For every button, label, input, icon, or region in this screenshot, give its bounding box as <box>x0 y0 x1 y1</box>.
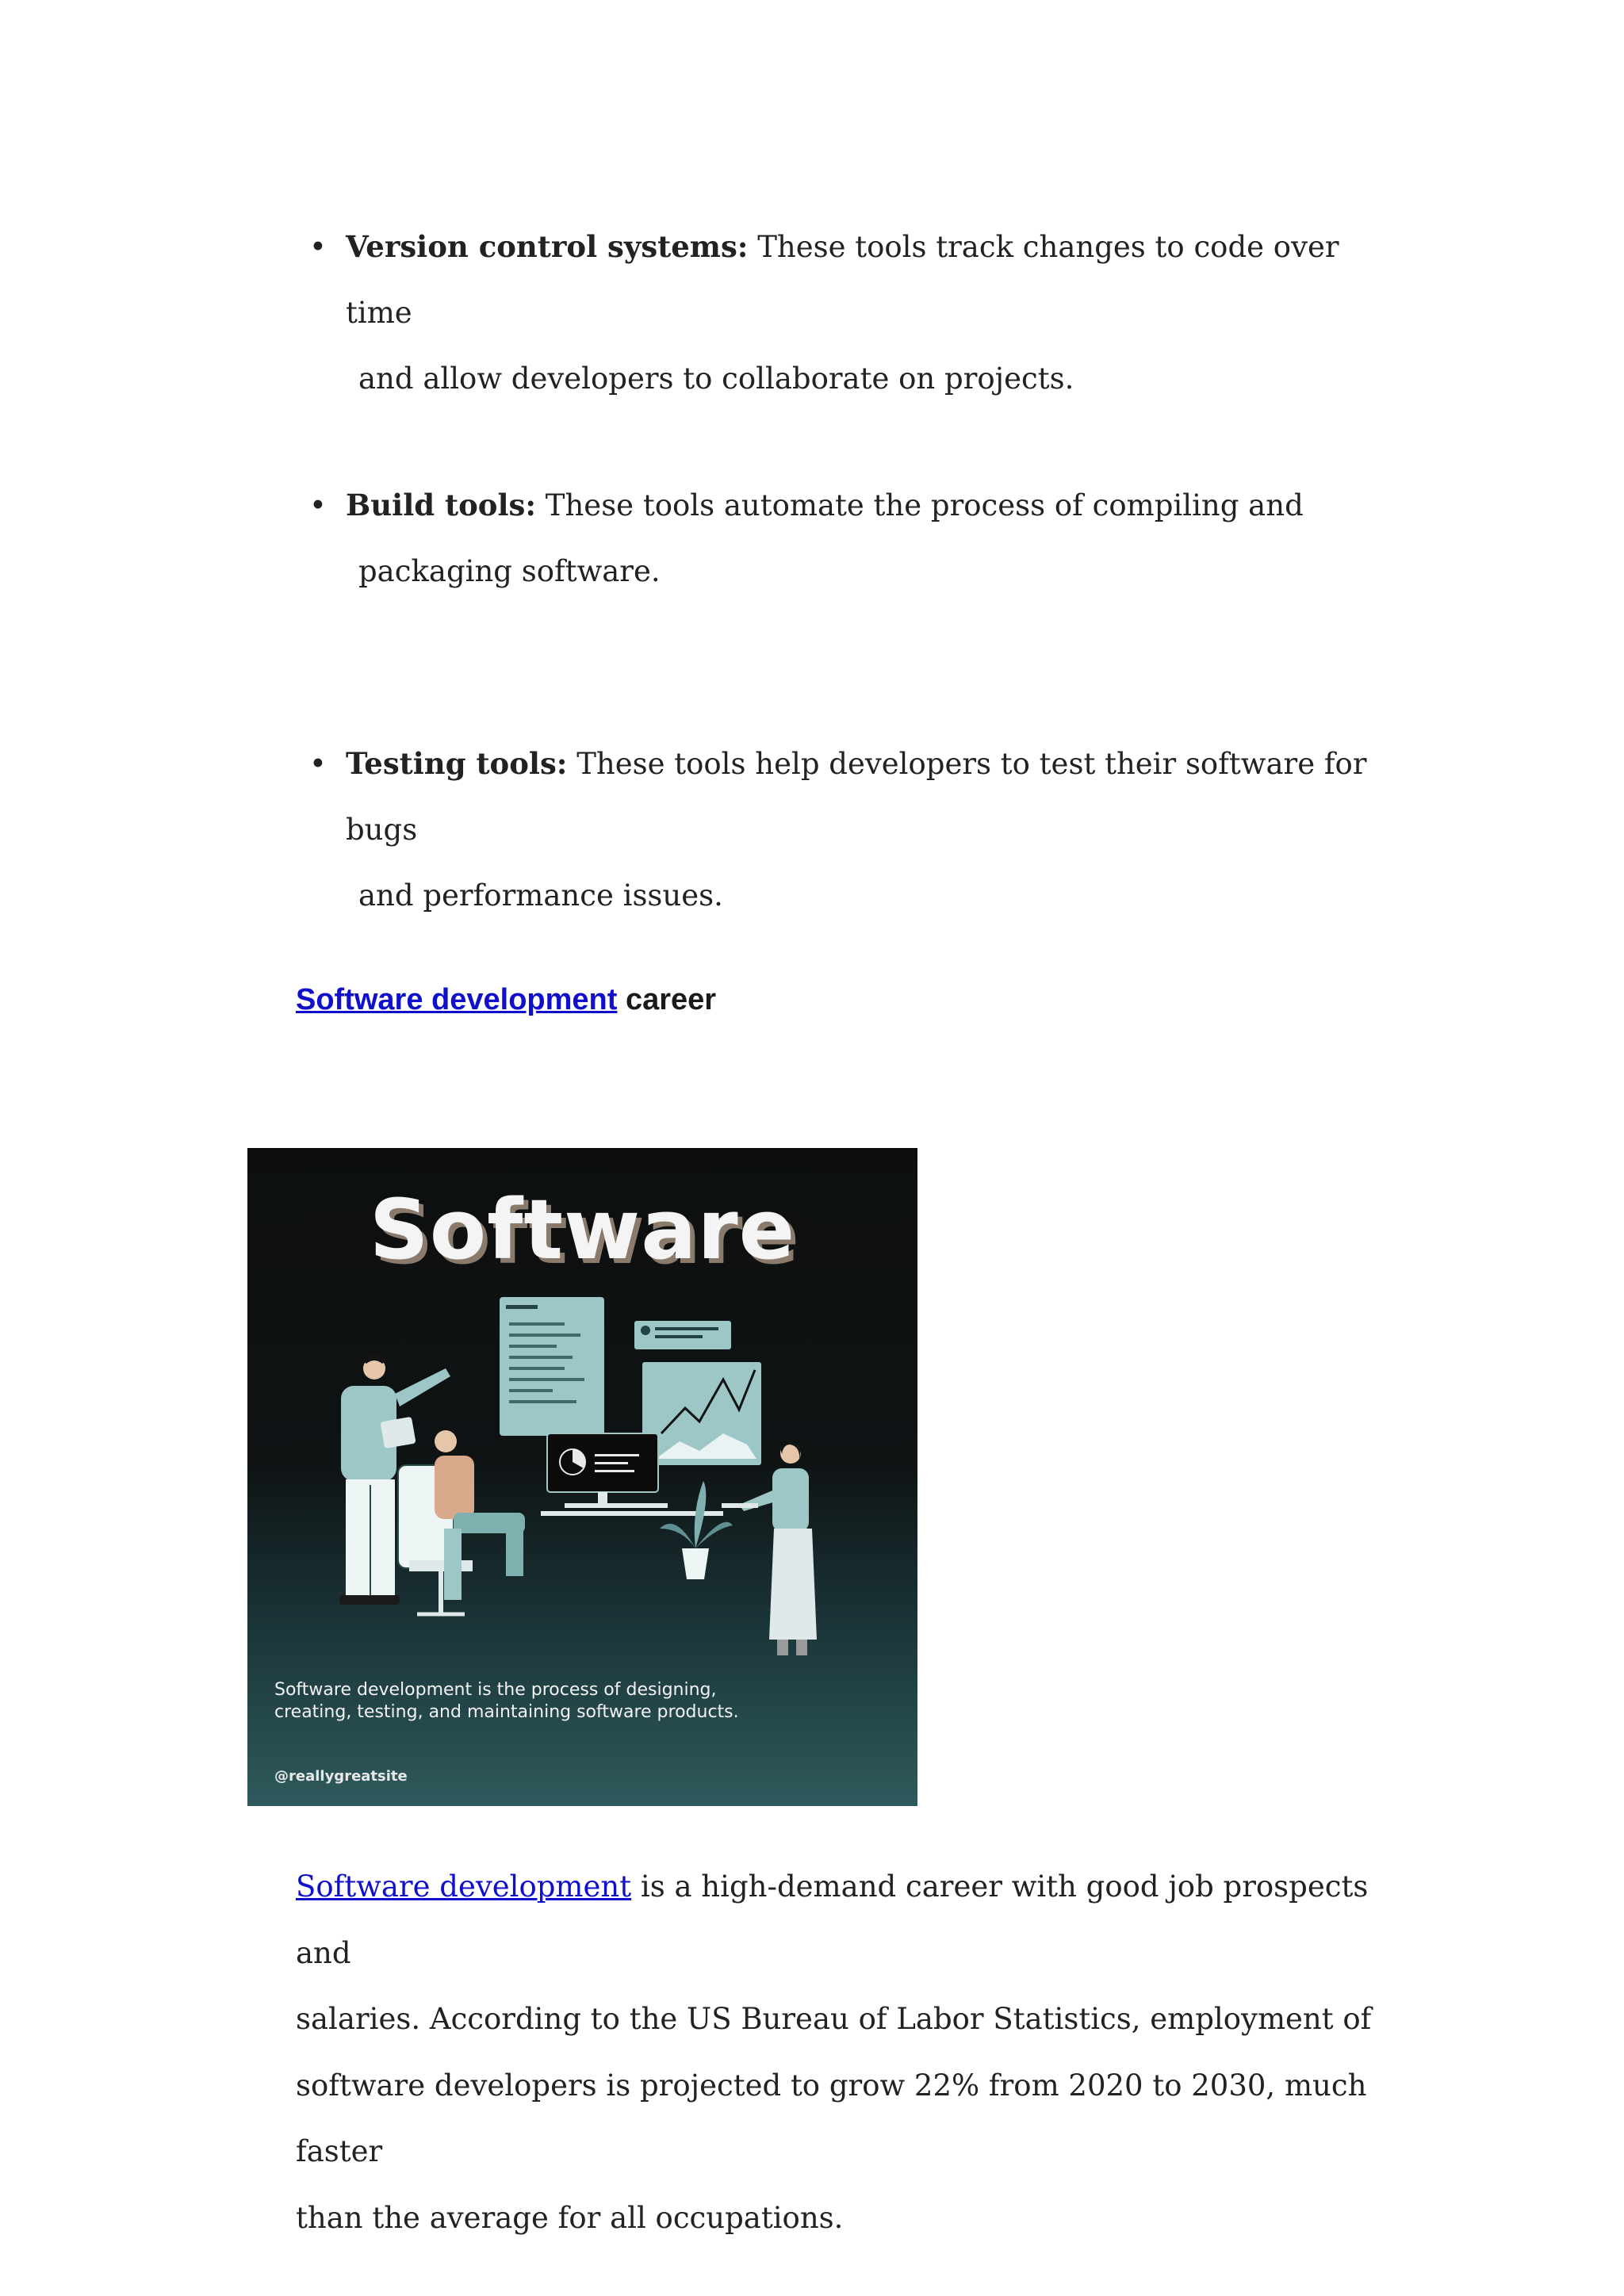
section-heading <box>296 983 716 1017</box>
bullet-icon: • <box>309 747 327 781</box>
promo-caption-line: Software development is the process of designing, <box>274 1680 717 1700</box>
bullet-term: Version control systems: <box>346 229 749 264</box>
bullet-continuation: and performance issues. <box>358 878 723 913</box>
plant-icon <box>660 1481 733 1579</box>
section-heading-rest: career <box>617 983 717 1016</box>
paragraph-line <box>296 1854 1374 1986</box>
bullet-description: These tools help developers to test their software for bugs <box>346 747 1367 847</box>
person-standing-right <box>722 1442 817 1655</box>
paragraph-line: than the average for all occupations. <box>296 2200 844 2235</box>
promo-caption-line: creating, testing, and maintaining software products. <box>274 1702 739 1722</box>
bullet-text <box>346 473 1377 604</box>
paragraph-link[interactable]: Software development <box>296 1869 632 1904</box>
body-paragraph <box>296 1854 1374 2251</box>
bullet-continuation: and allow developers to collaborate on projects. <box>358 362 1074 396</box>
paragraph-line: software developers is projected to grow 22% from 2020 to 2030, much faster <box>296 2068 1367 2168</box>
bullet-description: These tools automate the process of compiling and <box>536 488 1304 522</box>
promo-handle: @reallygreatsite <box>274 1768 408 1785</box>
section-heading-link[interactable]: Software development <box>296 983 618 1016</box>
code-window-icon <box>500 1297 604 1436</box>
bullet-term: Testing tools: <box>346 746 568 781</box>
person-sitting <box>435 1429 525 1600</box>
promo-title: Software <box>369 1181 796 1278</box>
bullet-continuation: packaging software. <box>358 554 661 588</box>
bullet-description: These tools track changes to code over time <box>346 230 1339 330</box>
bullet-text <box>346 731 1377 928</box>
paragraph-line: salaries. According to the US Bureau of Labor Statistics, employment of <box>296 2002 1372 2036</box>
bullet-icon: • <box>309 230 327 264</box>
software-promo-image <box>247 1148 917 1806</box>
bullet-term: Build tools: <box>346 488 537 522</box>
bullet-text <box>346 214 1377 411</box>
bullet-icon: • <box>309 488 327 522</box>
line-chart-icon <box>642 1362 761 1465</box>
message-card-icon <box>634 1321 731 1349</box>
paragraph-text: is a high-demand career with good job prospects and <box>296 1869 1369 1970</box>
promo-caption <box>274 1679 829 1724</box>
developers-illustration <box>247 1275 917 1687</box>
